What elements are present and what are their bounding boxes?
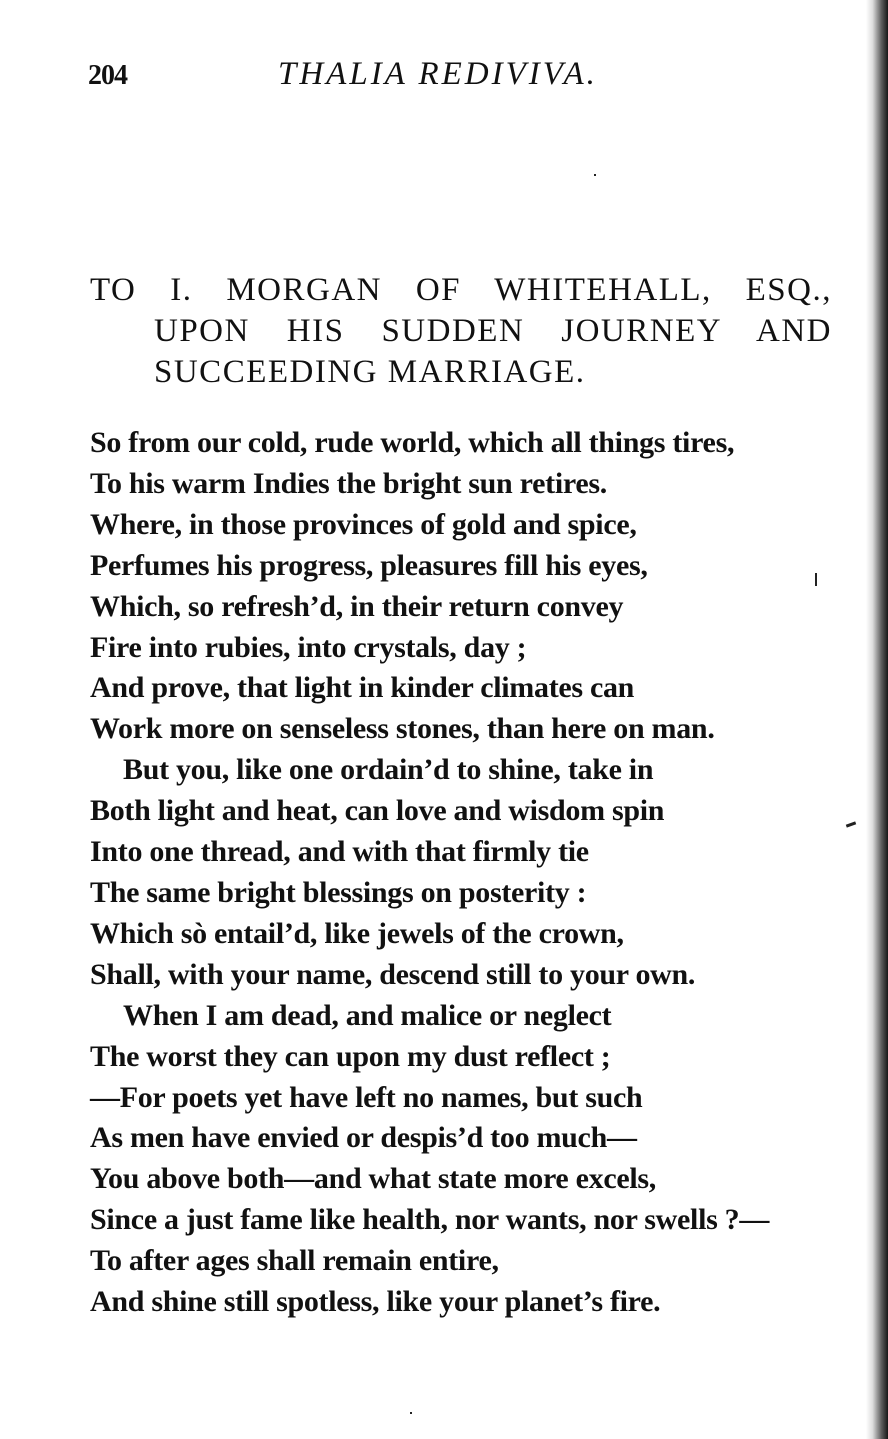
poem-line: But you, like one ordain’d to shine, take in: [123, 753, 654, 787]
poem-line: You above both—and what state more excels,: [90, 1162, 656, 1196]
poem-line: As men have envied or despis’d too much—: [90, 1121, 637, 1155]
poem-line: Perfumes his progress, pleasures fill his eyes,: [90, 548, 648, 582]
scan-speck: [594, 174, 596, 176]
scan-speck: [815, 573, 817, 586]
poem-title-line-1: TO I. MORGAN OF WHITEHALL, ESQ.,: [90, 272, 832, 308]
poem-line: So from our cold, rude world, which all things tires,: [90, 426, 735, 459]
poem-line: Where, in those provinces of gold and spice,: [90, 507, 637, 541]
running-title: THALIA REDIVIVA.: [278, 56, 598, 92]
poem-line: —For poets yet have left no names, but such: [90, 1080, 643, 1114]
poem-line: Which, so refresh’d, in their return convey: [90, 589, 624, 623]
poem-line: Into one thread, and with that firmly tie: [90, 835, 589, 869]
poem-line: When I am dead, and malice or neglect: [123, 998, 612, 1032]
poem-title-line-2: UPON HIS SUDDEN JOURNEY AND: [154, 313, 832, 349]
poem-line: And shine still spotless, like your planet’s fire.: [90, 1285, 661, 1319]
poem-line: To after ages shall remain entire,: [90, 1244, 499, 1278]
poem-line: Since a just fame like health, nor wants, nor swells ?—: [90, 1203, 770, 1237]
poem-line: The same bright blessings on posterity :: [90, 875, 587, 909]
scan-speck: [410, 1412, 412, 1414]
poem-line: Both light and heat, can love and wisdom spin: [90, 794, 665, 828]
poem-line: The worst they can upon my dust reflect ;: [90, 1039, 611, 1073]
poem-title-line-3: SUCCEEDING MARRIAGE.: [154, 354, 586, 390]
poem-line: And prove, that light in kinder climates can: [90, 671, 635, 705]
poem-line: Which sò entail’d, like jewels of the crown,: [90, 916, 624, 950]
page-edge-shadow: [866, 0, 888, 1439]
poem-line: Work more on senseless stones, than here on man.: [90, 712, 715, 746]
poem-line: Fire into rubies, into crystals, day ;: [90, 630, 527, 664]
poem-line: To his warm Indies the bright sun retires.: [90, 466, 607, 500]
poem-line: Shall, with your name, descend still to your own.: [90, 957, 696, 991]
poem-title: [90, 270, 832, 393]
poem-body: [90, 423, 850, 1323]
page-number: 204: [88, 60, 127, 91]
